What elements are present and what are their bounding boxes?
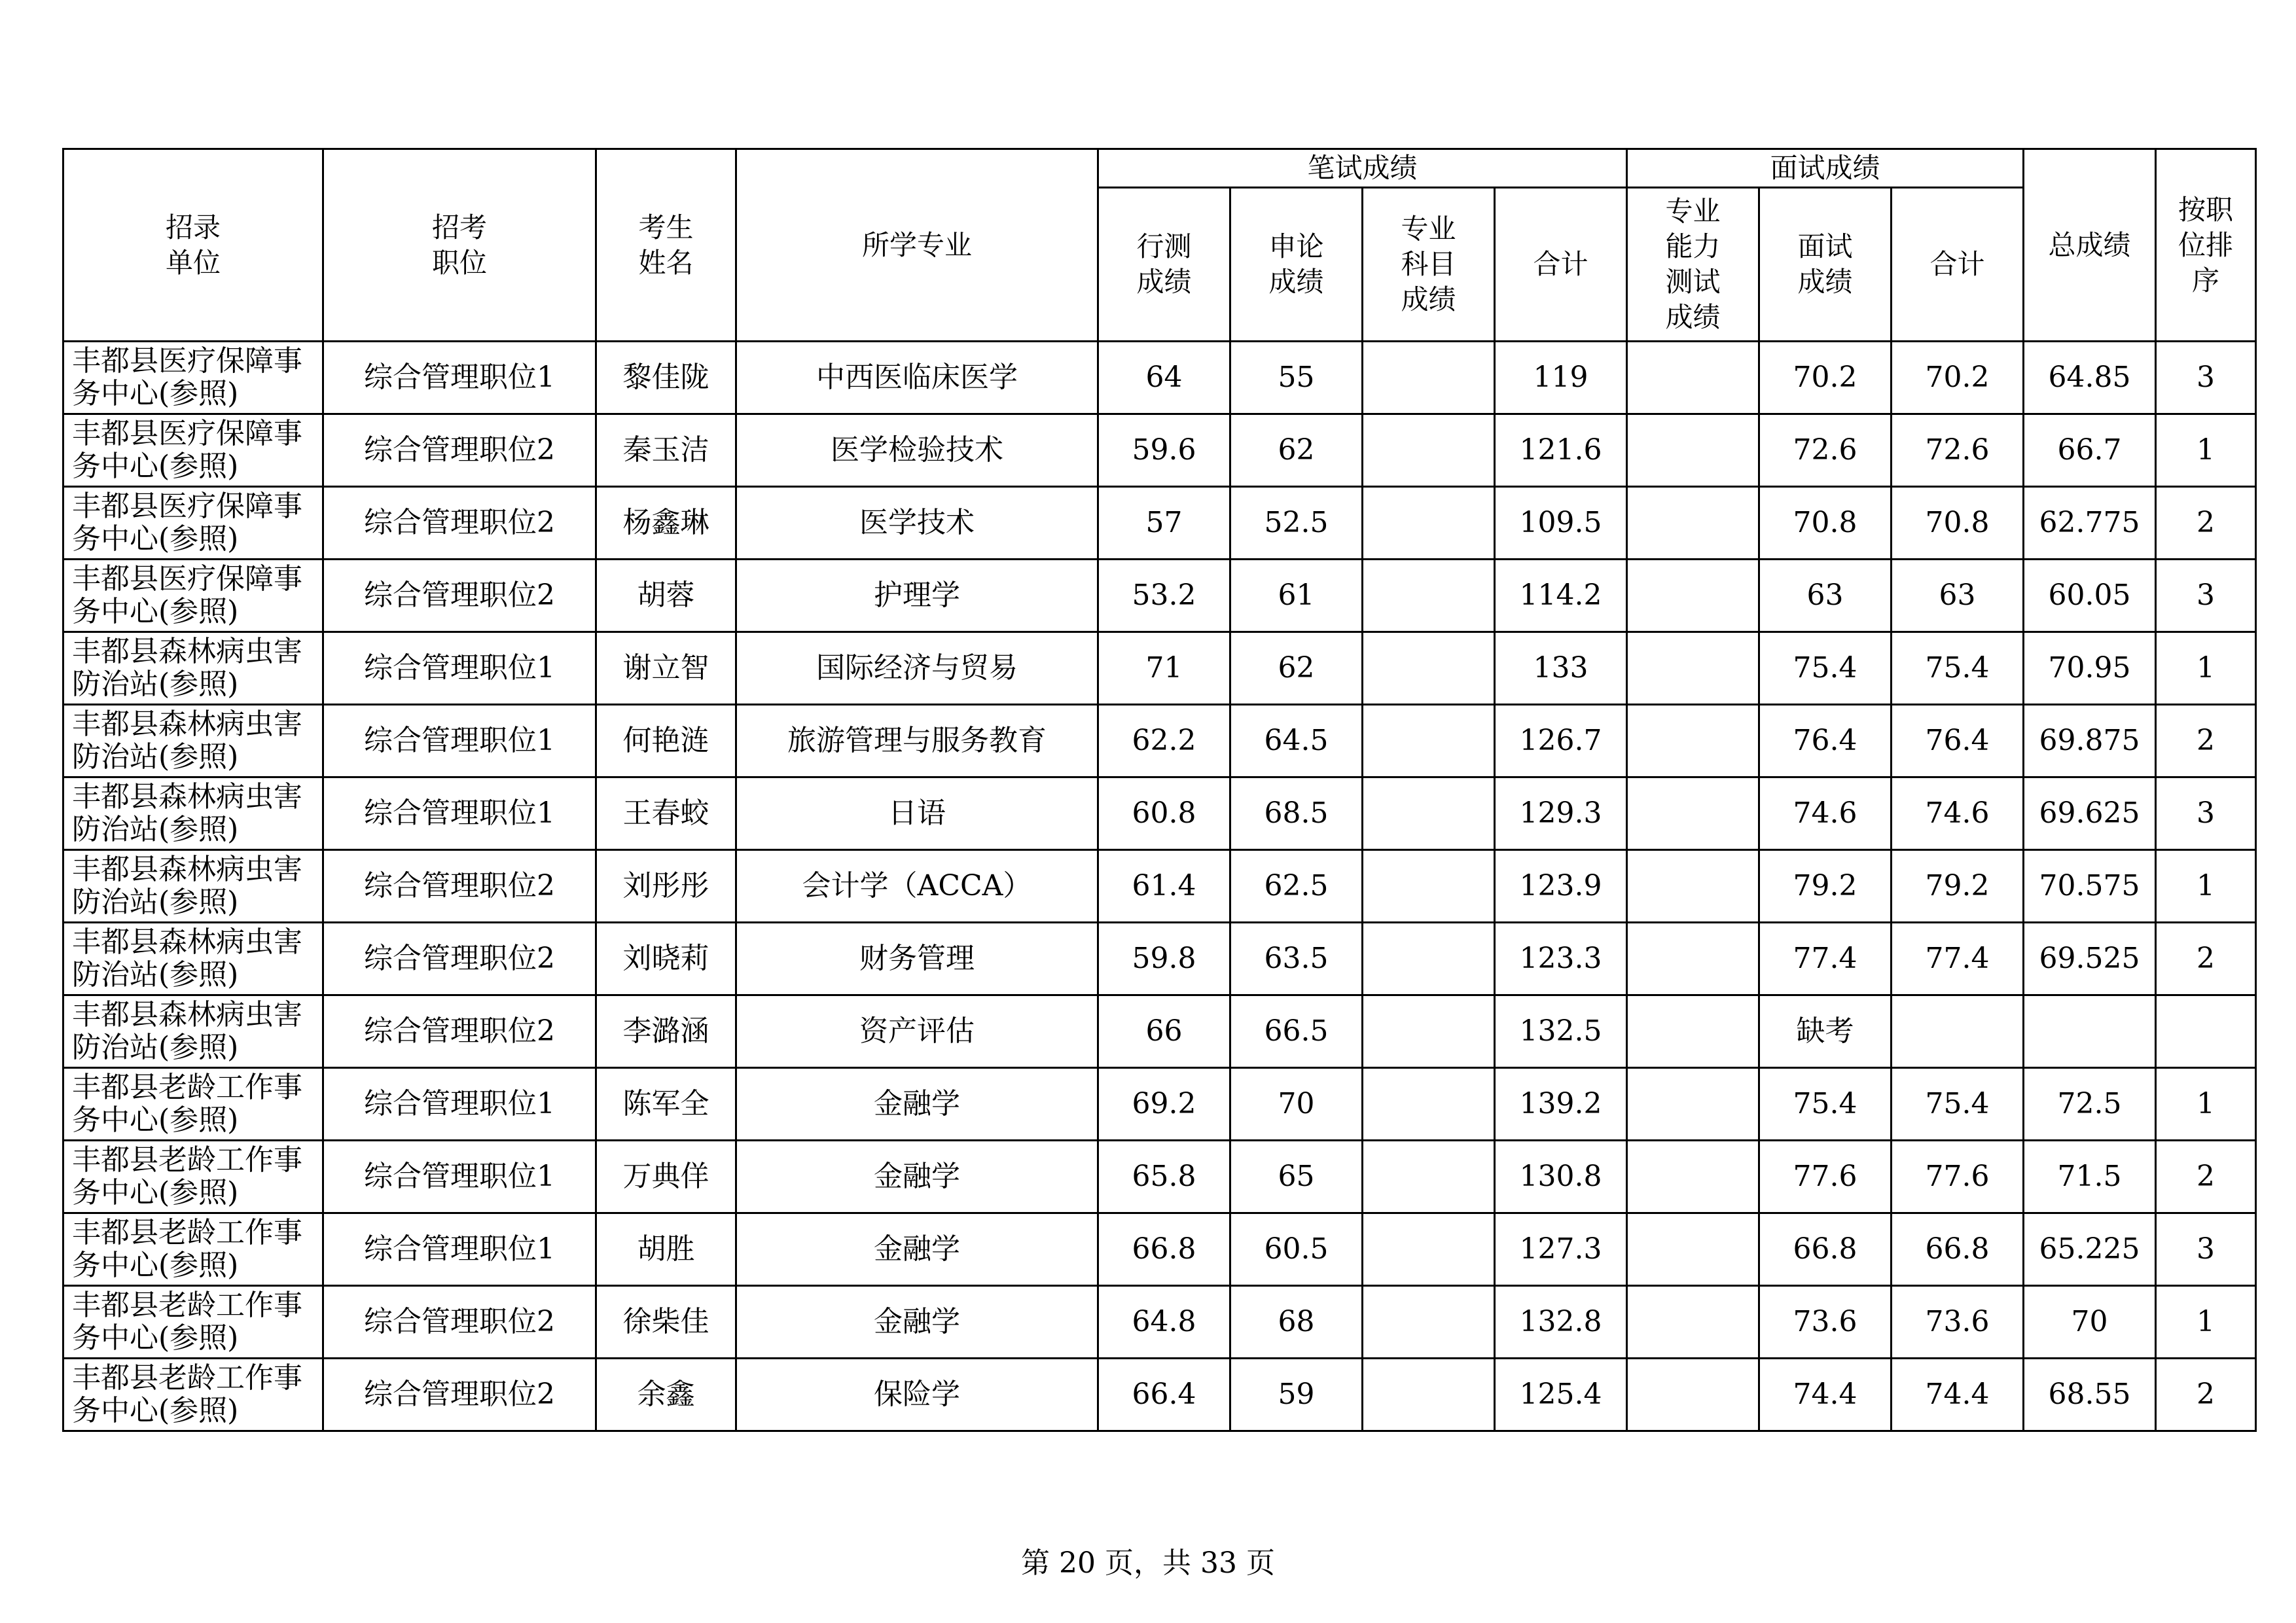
cell-interview-total: [1892, 995, 2024, 1068]
cell-unit: 丰都县森林病虫害防治站(参照): [63, 923, 323, 995]
header-unit: 招录 单位: [63, 149, 323, 342]
header-name: 考生 姓名: [596, 149, 736, 342]
header-zhuanye: 专业 科目 成绩: [1363, 188, 1495, 342]
cell-ability: [1627, 1141, 1759, 1213]
header-total: 总成绩: [2024, 149, 2156, 342]
header-major: 所学专业: [736, 149, 1098, 342]
cell-zhuanye: [1363, 777, 1495, 850]
header-interview-group: 面试成绩: [1627, 149, 2024, 188]
cell-written-total: 119: [1495, 342, 1627, 414]
cell-total: 66.7: [2024, 414, 2156, 487]
cell-rank: 2: [2156, 487, 2256, 560]
cell-shenlun: 62: [1230, 414, 1363, 487]
cell-rank: 1: [2156, 414, 2256, 487]
cell-major: 护理学: [736, 560, 1098, 632]
cell-name: 余鑫: [596, 1359, 736, 1431]
cell-position: 综合管理职位1: [323, 1141, 596, 1213]
cell-total: 71.5: [2024, 1141, 2156, 1213]
cell-name: 胡蓉: [596, 560, 736, 632]
cell-ability: [1627, 705, 1759, 777]
cell-zhuanye: [1363, 850, 1495, 923]
cell-interview: 70.2: [1759, 342, 1892, 414]
table-row: [63, 487, 2256, 560]
table-body: [63, 342, 2256, 1431]
cell-shenlun: 61: [1230, 560, 1363, 632]
cell-major: 国际经济与贸易: [736, 632, 1098, 705]
cell-interview-total: 74.6: [1892, 777, 2024, 850]
cell-xingce: 66.4: [1098, 1359, 1230, 1431]
cell-interview: 72.6: [1759, 414, 1892, 487]
cell-shenlun: 68: [1230, 1286, 1363, 1359]
cell-name: 刘晓莉: [596, 923, 736, 995]
cell-written-total: 130.8: [1495, 1141, 1627, 1213]
cell-rank: 3: [2156, 342, 2256, 414]
cell-total: 70.95: [2024, 632, 2156, 705]
table-row: [63, 850, 2256, 923]
cell-zhuanye: [1363, 414, 1495, 487]
cell-interview-total: 77.4: [1892, 923, 2024, 995]
cell-unit: 丰都县森林病虫害防治站(参照): [63, 705, 323, 777]
cell-name: 杨鑫琳: [596, 487, 736, 560]
cell-rank: 3: [2156, 560, 2256, 632]
table-row: [63, 705, 2256, 777]
cell-xingce: 59.6: [1098, 414, 1230, 487]
cell-zhuanye: [1363, 1213, 1495, 1286]
cell-major: 医学检验技术: [736, 414, 1098, 487]
cell-name: 李潞涵: [596, 995, 736, 1068]
cell-interview-total: 73.6: [1892, 1286, 2024, 1359]
cell-name: 胡胜: [596, 1213, 736, 1286]
cell-xingce: 66.8: [1098, 1213, 1230, 1286]
cell-ability: [1627, 1286, 1759, 1359]
cell-rank: 2: [2156, 1141, 2256, 1213]
cell-position: 综合管理职位2: [323, 414, 596, 487]
cell-name: 黎佳陇: [596, 342, 736, 414]
cell-ability: [1627, 487, 1759, 560]
cell-name: 陈军全: [596, 1068, 736, 1141]
cell-total: 69.875: [2024, 705, 2156, 777]
cell-interview-total: 66.8: [1892, 1213, 2024, 1286]
cell-total: 68.55: [2024, 1359, 2156, 1431]
cell-name: 何艳涟: [596, 705, 736, 777]
cell-written-total: 121.6: [1495, 414, 1627, 487]
cell-position: 综合管理职位2: [323, 560, 596, 632]
cell-written-total: 109.5: [1495, 487, 1627, 560]
cell-rank: 3: [2156, 777, 2256, 850]
cell-total: 69.625: [2024, 777, 2156, 850]
cell-major: 金融学: [736, 1213, 1098, 1286]
cell-interview: 63: [1759, 560, 1892, 632]
cell-rank: 1: [2156, 1068, 2256, 1141]
cell-position: 综合管理职位2: [323, 850, 596, 923]
cell-rank: [2156, 995, 2256, 1068]
cell-xingce: 60.8: [1098, 777, 1230, 850]
cell-major: 金融学: [736, 1068, 1098, 1141]
cell-position: 综合管理职位1: [323, 705, 596, 777]
cell-major: 金融学: [736, 1141, 1098, 1213]
cell-unit: 丰都县森林病虫害防治站(参照): [63, 632, 323, 705]
cell-zhuanye: [1363, 1068, 1495, 1141]
cell-position: 综合管理职位2: [323, 487, 596, 560]
cell-ability: [1627, 632, 1759, 705]
cell-position: 综合管理职位2: [323, 923, 596, 995]
cell-major: 会计学（ACCA）: [736, 850, 1098, 923]
cell-zhuanye: [1363, 1286, 1495, 1359]
cell-position: 综合管理职位1: [323, 342, 596, 414]
cell-major: 资产评估: [736, 995, 1098, 1068]
cell-xingce: 57: [1098, 487, 1230, 560]
cell-written-total: 123.3: [1495, 923, 1627, 995]
cell-total: 72.5: [2024, 1068, 2156, 1141]
cell-shenlun: 65: [1230, 1141, 1363, 1213]
cell-shenlun: 66.5: [1230, 995, 1363, 1068]
cell-position: 综合管理职位1: [323, 1213, 596, 1286]
cell-xingce: 61.4: [1098, 850, 1230, 923]
cell-interview: 77.6: [1759, 1141, 1892, 1213]
cell-xingce: 66: [1098, 995, 1230, 1068]
table-row: [63, 414, 2256, 487]
cell-shenlun: 59: [1230, 1359, 1363, 1431]
table-header: [63, 149, 2256, 342]
cell-interview-total: 76.4: [1892, 705, 2024, 777]
cell-written-total: 125.4: [1495, 1359, 1627, 1431]
cell-xingce: 64: [1098, 342, 1230, 414]
cell-unit: 丰都县医疗保障事务中心(参照): [63, 342, 323, 414]
cell-unit: 丰都县医疗保障事务中心(参照): [63, 560, 323, 632]
cell-interview: 76.4: [1759, 705, 1892, 777]
cell-total: 62.775: [2024, 487, 2156, 560]
cell-zhuanye: [1363, 1359, 1495, 1431]
cell-ability: [1627, 923, 1759, 995]
cell-interview-total: 70.8: [1892, 487, 2024, 560]
cell-ability: [1627, 850, 1759, 923]
cell-position: 综合管理职位2: [323, 995, 596, 1068]
cell-position: 综合管理职位1: [323, 1068, 596, 1141]
header-interview-total: 合计: [1892, 188, 2024, 342]
cell-position: 综合管理职位2: [323, 1359, 596, 1431]
cell-shenlun: 64.5: [1230, 705, 1363, 777]
cell-interview-total: 63: [1892, 560, 2024, 632]
cell-written-total: 139.2: [1495, 1068, 1627, 1141]
cell-position: 综合管理职位2: [323, 1286, 596, 1359]
cell-total: 70: [2024, 1286, 2156, 1359]
cell-unit: 丰都县森林病虫害防治站(参照): [63, 850, 323, 923]
cell-unit: 丰都县森林病虫害防治站(参照): [63, 995, 323, 1068]
table-row: [63, 1213, 2256, 1286]
cell-interview: 79.2: [1759, 850, 1892, 923]
cell-major: 日语: [736, 777, 1098, 850]
cell-ability: [1627, 414, 1759, 487]
cell-interview: 73.6: [1759, 1286, 1892, 1359]
cell-written-total: 132.8: [1495, 1286, 1627, 1359]
cell-ability: [1627, 1068, 1759, 1141]
cell-unit: 丰都县医疗保障事务中心(参照): [63, 414, 323, 487]
cell-xingce: 64.8: [1098, 1286, 1230, 1359]
cell-ability: [1627, 342, 1759, 414]
cell-unit: 丰都县老龄工作事务中心(参照): [63, 1213, 323, 1286]
cell-shenlun: 68.5: [1230, 777, 1363, 850]
cell-interview: 75.4: [1759, 632, 1892, 705]
cell-unit: 丰都县医疗保障事务中心(参照): [63, 487, 323, 560]
cell-major: 保险学: [736, 1359, 1098, 1431]
cell-zhuanye: [1363, 705, 1495, 777]
cell-written-total: 132.5: [1495, 995, 1627, 1068]
cell-interview-total: 77.6: [1892, 1141, 2024, 1213]
cell-interview: 缺考: [1759, 995, 1892, 1068]
header-interview-score: 面试 成绩: [1759, 188, 1892, 342]
cell-rank: 3: [2156, 1213, 2256, 1286]
table-row: [63, 1141, 2256, 1213]
cell-xingce: 53.2: [1098, 560, 1230, 632]
header-shenlun: 申论 成绩: [1230, 188, 1363, 342]
cell-ability: [1627, 1359, 1759, 1431]
table-row: [63, 995, 2256, 1068]
cell-interview: 77.4: [1759, 923, 1892, 995]
cell-major: 金融学: [736, 1286, 1098, 1359]
table-row: [63, 1359, 2256, 1431]
cell-position: 综合管理职位1: [323, 777, 596, 850]
cell-name: 徐柴佳: [596, 1286, 736, 1359]
cell-shenlun: 60.5: [1230, 1213, 1363, 1286]
cell-zhuanye: [1363, 487, 1495, 560]
cell-interview: 74.4: [1759, 1359, 1892, 1431]
cell-interview-total: 70.2: [1892, 342, 2024, 414]
cell-interview-total: 75.4: [1892, 632, 2024, 705]
cell-total: 60.05: [2024, 560, 2156, 632]
cell-zhuanye: [1363, 1141, 1495, 1213]
cell-rank: 2: [2156, 923, 2256, 995]
cell-xingce: 69.2: [1098, 1068, 1230, 1141]
cell-zhuanye: [1363, 923, 1495, 995]
cell-interview: 66.8: [1759, 1213, 1892, 1286]
header-rank: 按职 位排 序: [2156, 149, 2256, 342]
cell-name: 王春蛟: [596, 777, 736, 850]
cell-total: 65.225: [2024, 1213, 2156, 1286]
score-table: [62, 148, 2257, 1432]
cell-total: 64.85: [2024, 342, 2156, 414]
cell-interview: 75.4: [1759, 1068, 1892, 1141]
cell-shenlun: 52.5: [1230, 487, 1363, 560]
table-row: [63, 342, 2256, 414]
cell-unit: 丰都县老龄工作事务中心(参照): [63, 1068, 323, 1141]
cell-total: 70.575: [2024, 850, 2156, 923]
cell-name: 秦玉洁: [596, 414, 736, 487]
cell-interview: 74.6: [1759, 777, 1892, 850]
cell-unit: 丰都县老龄工作事务中心(参照): [63, 1359, 323, 1431]
table-row: [63, 1068, 2256, 1141]
page-number: 第 20 页，共 33 页: [1021, 1546, 1275, 1580]
cell-xingce: 59.8: [1098, 923, 1230, 995]
cell-shenlun: 63.5: [1230, 923, 1363, 995]
cell-interview: 70.8: [1759, 487, 1892, 560]
cell-ability: [1627, 1213, 1759, 1286]
cell-ability: [1627, 777, 1759, 850]
cell-unit: 丰都县森林病虫害防治站(参照): [63, 777, 323, 850]
cell-written-total: 133: [1495, 632, 1627, 705]
cell-unit: 丰都县老龄工作事务中心(参照): [63, 1286, 323, 1359]
cell-written-total: 127.3: [1495, 1213, 1627, 1286]
cell-name: 谢立智: [596, 632, 736, 705]
cell-rank: 1: [2156, 632, 2256, 705]
cell-written-total: 126.7: [1495, 705, 1627, 777]
cell-interview-total: 75.4: [1892, 1068, 2024, 1141]
cell-total: 69.525: [2024, 923, 2156, 995]
cell-interview-total: 72.6: [1892, 414, 2024, 487]
table-row: [63, 1286, 2256, 1359]
cell-interview-total: 74.4: [1892, 1359, 2024, 1431]
cell-rank: 1: [2156, 1286, 2256, 1359]
cell-major: 旅游管理与服务教育: [736, 705, 1098, 777]
table-row: [63, 923, 2256, 995]
cell-interview-total: 79.2: [1892, 850, 2024, 923]
cell-xingce: 71: [1098, 632, 1230, 705]
cell-name: 刘彤彤: [596, 850, 736, 923]
cell-name: 万典佯: [596, 1141, 736, 1213]
cell-written-total: 129.3: [1495, 777, 1627, 850]
table-row: [63, 777, 2256, 850]
cell-rank: 1: [2156, 850, 2256, 923]
header-position: 招考 职位: [323, 149, 596, 342]
cell-xingce: 62.2: [1098, 705, 1230, 777]
cell-major: 中西医临床医学: [736, 342, 1098, 414]
cell-written-total: 114.2: [1495, 560, 1627, 632]
cell-major: 财务管理: [736, 923, 1098, 995]
cell-xingce: 65.8: [1098, 1141, 1230, 1213]
header-ability: 专业 能力 测试 成绩: [1627, 188, 1759, 342]
cell-shenlun: 55: [1230, 342, 1363, 414]
cell-total: [2024, 995, 2156, 1068]
header-written-total: 合计: [1495, 188, 1627, 342]
cell-written-total: 123.9: [1495, 850, 1627, 923]
cell-zhuanye: [1363, 342, 1495, 414]
cell-unit: 丰都县老龄工作事务中心(参照): [63, 1141, 323, 1213]
cell-shenlun: 62: [1230, 632, 1363, 705]
cell-shenlun: 62.5: [1230, 850, 1363, 923]
cell-rank: 2: [2156, 705, 2256, 777]
cell-major: 医学技术: [736, 487, 1098, 560]
cell-rank: 2: [2156, 1359, 2256, 1431]
table-row: [63, 560, 2256, 632]
cell-zhuanye: [1363, 995, 1495, 1068]
cell-ability: [1627, 995, 1759, 1068]
table-row: [63, 632, 2256, 705]
cell-zhuanye: [1363, 632, 1495, 705]
cell-shenlun: 70: [1230, 1068, 1363, 1141]
header-xingce: 行测 成绩: [1098, 188, 1230, 342]
cell-position: 综合管理职位1: [323, 632, 596, 705]
header-written-group: 笔试成绩: [1098, 149, 1627, 188]
cell-ability: [1627, 560, 1759, 632]
cell-zhuanye: [1363, 560, 1495, 632]
